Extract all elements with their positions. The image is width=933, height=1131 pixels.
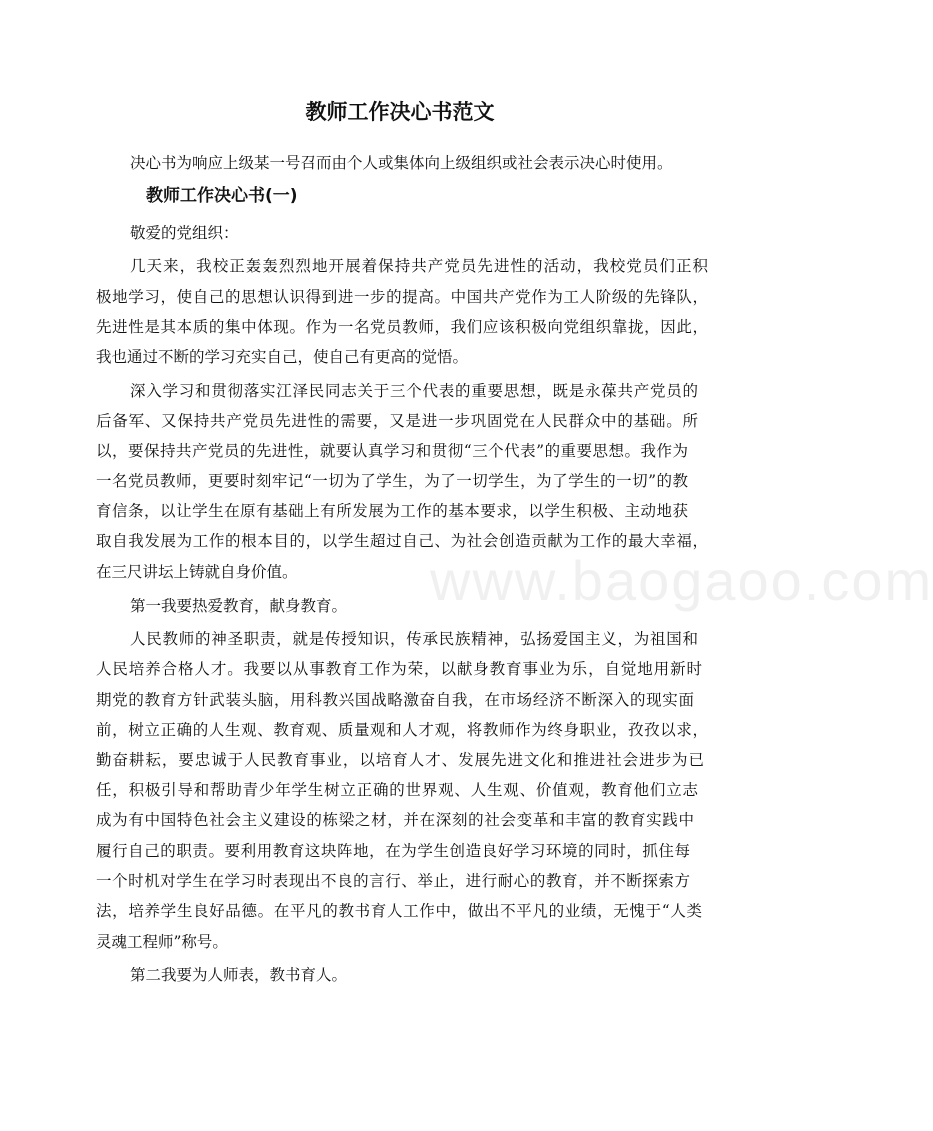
paragraph-line: 我也通过不断的学习充实自己，使自己有更高的觉悟。 — [96, 348, 469, 366]
paragraph-line: 法，培养学生良好品德。在平凡的教书育人工作中，做出不平凡的业绩，无愧于“人类 — [96, 902, 702, 920]
document-title: 教师工作决心书范文 — [305, 99, 495, 124]
section-heading: 第二我要为人师表，教书育人。 — [130, 966, 348, 984]
paragraph-line: 极地学习，使自己的思想认识得到进一步的提高。中国共产党作为工人阶级的先锋队， — [96, 288, 708, 306]
paragraph-line: 取自我发展为工作的根本目的，以学生超过自己、为社会创造贡献为工作的最大幸福， — [96, 532, 708, 550]
paragraph-line: 几天来，我校正轰轰烈烈地开展着保持共产党员先进性的活动，我校党员们正积 — [130, 257, 708, 275]
paragraph-line: 一个时机对学生在学习时表现出不良的言行、举止，进行耐心的教育，并不断探索方 — [96, 872, 690, 890]
watermark: www.baogaoo.com — [430, 549, 933, 612]
paragraph-line: 任，积极引导和帮助青少年学生树立正确的世界观、人生观、价值观，教育他们立志 — [96, 781, 698, 799]
intro-paragraph: 决心书为响应上级某一号召而由个人或集体向上级组织或社会表示决心时使用。 — [130, 154, 673, 172]
paragraph-line: 以，要保持共产党员的先进性，就要认真学习和贯彻“三个代表”的重要思想。我作为 — [96, 442, 688, 460]
paragraph-line: 育信条，以让学生在原有基础上有所发展为工作的基本要求，以学生积极、主动地获 — [96, 502, 688, 520]
paragraph-line: 前，树立正确的人生观、教育观、质量观和人才观，将教师作为终身职业，孜孜以求， — [96, 721, 708, 739]
paragraph-line: 履行自己的职责。要利用教育这块阵地，在为学生创造良好学习环境的同时，抓住每 — [96, 842, 690, 860]
paragraph-line: 一名党员教师，更要时刻牢记“一切为了学生，为了一切学生，为了学生的一切”的教 — [96, 472, 688, 490]
paragraph-line: 灵魂工程师”称号。 — [96, 933, 228, 951]
paragraph-line: 勤奋耕耘，要忠诚于人民教育事业，以培育人才、发展先进文化和推进社会进步为已 — [96, 751, 704, 769]
paragraph-line: 先进性是其本质的集中体现。作为一名党员教师，我们应该积极向党组织靠拢，因此， — [96, 318, 708, 336]
paragraph-line: 人民教师的神圣职责，就是传授知识，传承民族精神，弘扬爱国主义，为祖国和 — [130, 630, 698, 648]
paragraph-line: 深入学习和贯彻落实江泽民同志关于三个代表的重要思想，既是永葆共产党员的 — [130, 382, 698, 400]
section-title: 教师工作决心书(一) — [146, 186, 298, 206]
paragraph-line: 人民培养合格人才。我要以从事教育工作为荣，以献身教育事业为乐，自觉地用新时 — [96, 660, 702, 678]
paragraph-line: 成为有中国特色社会主义建设的栋梁之材，并在深刻的社会变革和丰富的教育实践中 — [96, 811, 694, 829]
section-heading: 第一我要热爱教育，献身教育。 — [130, 597, 348, 615]
paragraph-line: 后备军、又保持共产党员先进性的需要，又是进一步巩固党在人民群众中的基础。所 — [96, 412, 698, 430]
paragraph-line: 期党的教育方针武装头脑，用科教兴国战略激奋自我，在市场经济不断深入的现实面 — [96, 691, 694, 709]
paragraph-line: 在三尺讲坛上铸就自身价值。 — [96, 563, 298, 581]
greeting: 敬爱的党组织： — [130, 224, 239, 242]
